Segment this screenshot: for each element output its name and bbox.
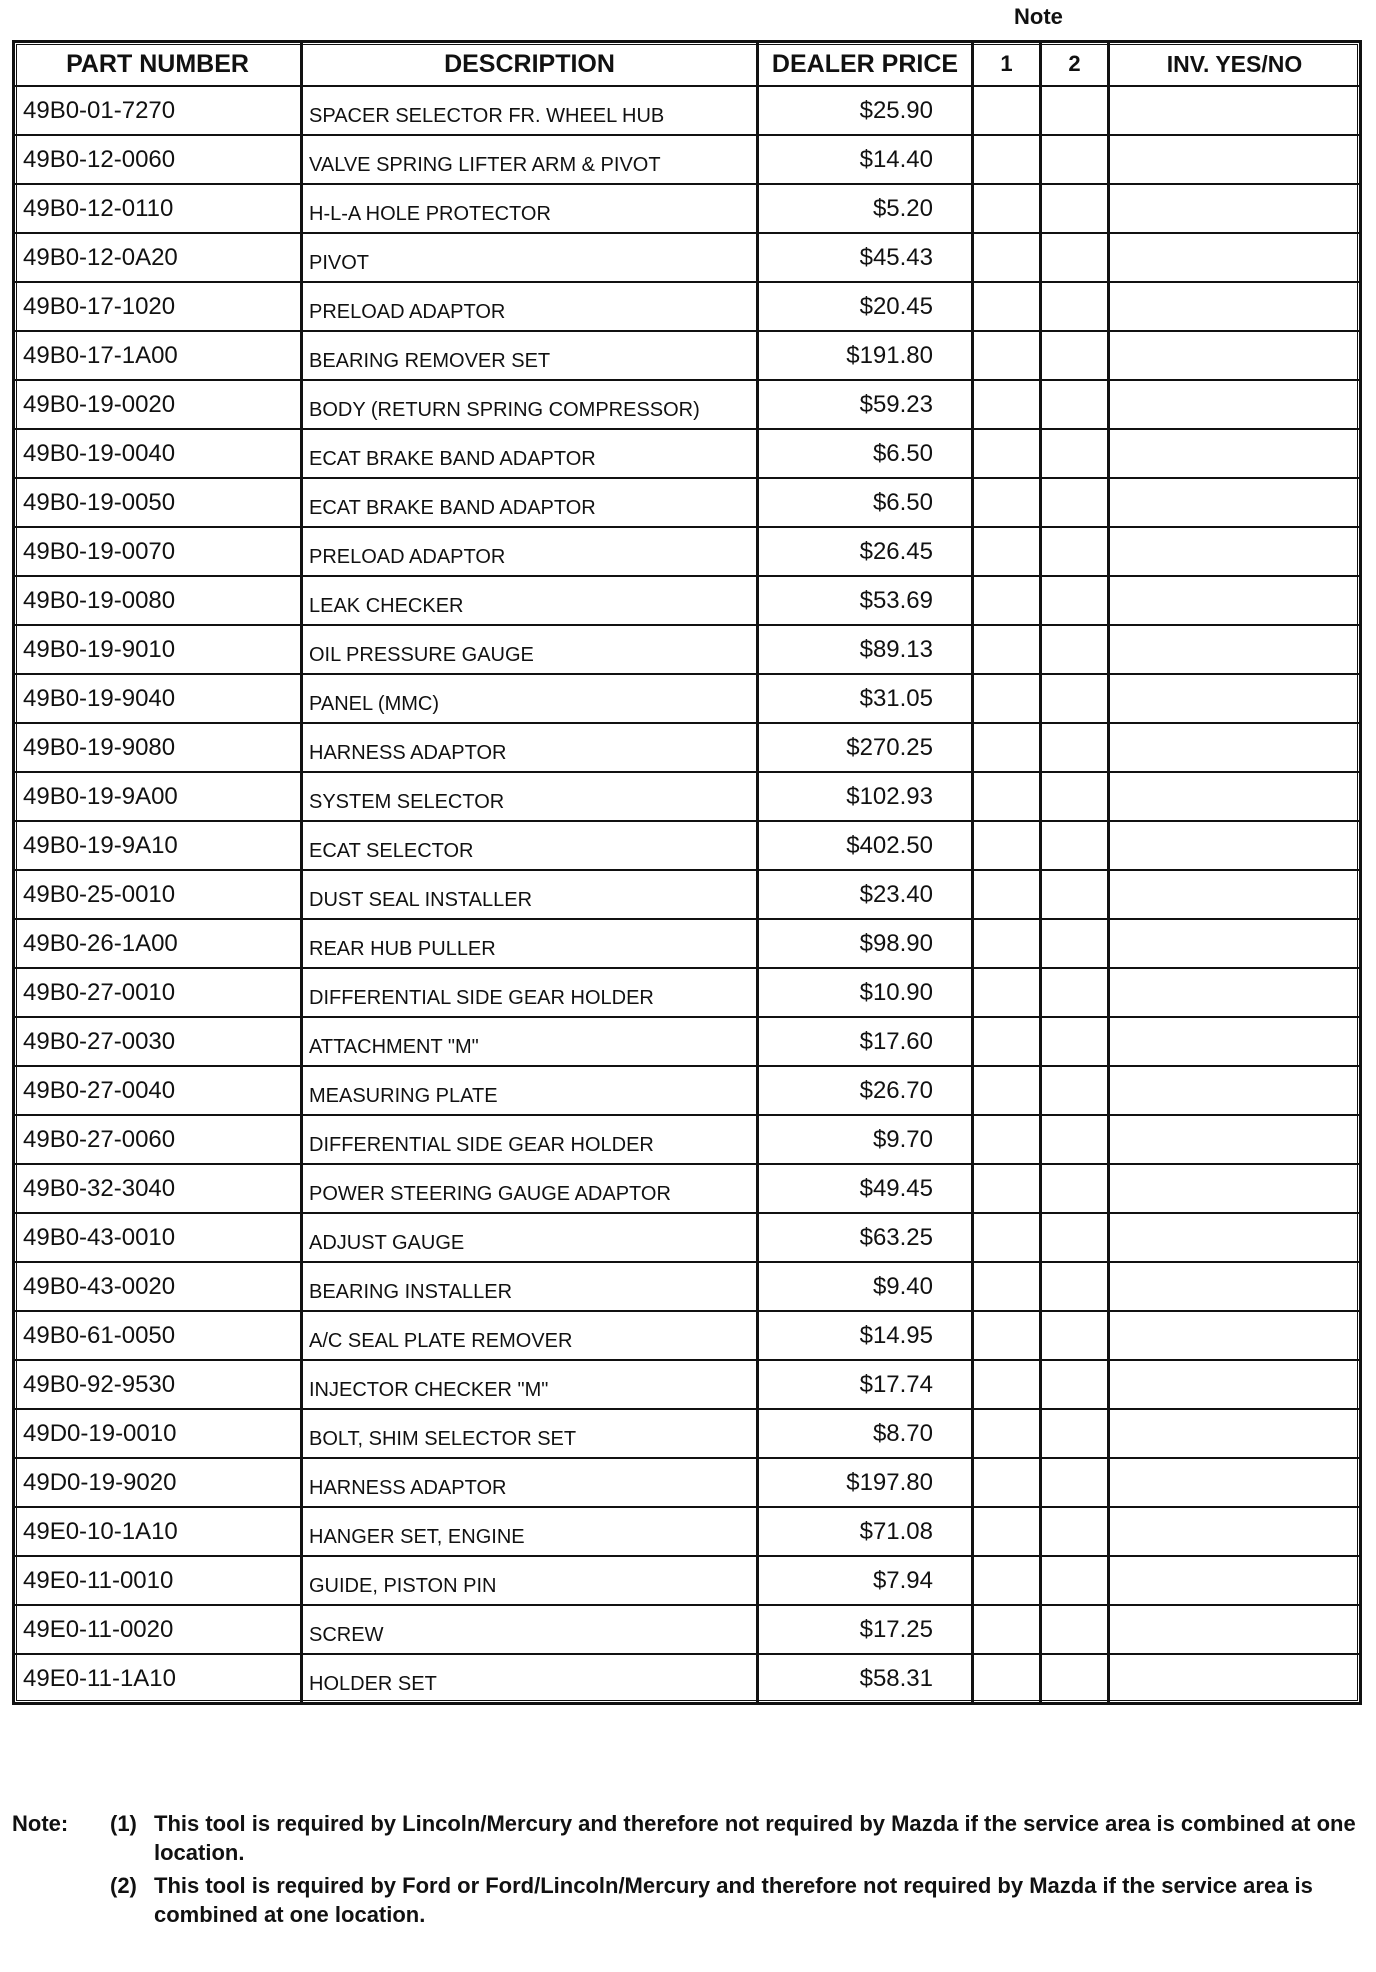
note-2-cell bbox=[1039, 528, 1107, 575]
dealer-price-cell: $58.31 bbox=[756, 1655, 971, 1702]
part-number-cell: 49B0-12-0110 bbox=[23, 194, 174, 222]
description-cell: PRELOAD ADAPTOR bbox=[300, 528, 756, 575]
note-2-cell bbox=[1039, 1165, 1107, 1212]
table-row bbox=[15, 477, 1359, 526]
description-cell: LEAK CHECKER bbox=[300, 577, 756, 624]
dealer-price-cell: $49.45 bbox=[756, 1165, 971, 1212]
footnote-1 bbox=[12, 1809, 1362, 1867]
description-cell: ECAT SELECTOR bbox=[300, 822, 756, 869]
description-cell: MEASURING PLATE bbox=[300, 1067, 756, 1114]
dealer-price-cell: $53.69 bbox=[756, 577, 971, 624]
description-cell: PANEL (MMC) bbox=[300, 675, 756, 722]
note-2-cell bbox=[1039, 1655, 1107, 1702]
dealer-price-cell: $102.93 bbox=[756, 773, 971, 820]
description-cell: HOLDER SET bbox=[300, 1655, 756, 1702]
table-row bbox=[15, 1065, 1359, 1114]
note-2-cell bbox=[1039, 381, 1107, 428]
dealer-price-cell: $5.20 bbox=[756, 185, 971, 232]
description-cell: GUIDE, PISTON PIN bbox=[300, 1557, 756, 1604]
part-number-cell: 49E0-11-0020 bbox=[23, 1615, 174, 1643]
inventory-cell bbox=[1107, 1459, 1359, 1506]
description-cell: VALVE SPRING LIFTER ARM & PIVOT bbox=[300, 136, 756, 183]
inventory-cell bbox=[1107, 381, 1359, 428]
part-number-cell: 49E0-11-1A10 bbox=[23, 1664, 176, 1692]
note-1-cell bbox=[971, 1312, 1039, 1359]
inventory-cell bbox=[1107, 822, 1359, 869]
note-2-cell bbox=[1039, 185, 1107, 232]
header-description: DESCRIPTION bbox=[300, 43, 756, 85]
footnote-label-spacer bbox=[12, 1871, 110, 1929]
part-number-cell: 49B0-12-0A20 bbox=[23, 243, 178, 271]
description-cell: DIFFERENTIAL SIDE GEAR HOLDER bbox=[300, 969, 756, 1016]
note-1-cell bbox=[971, 871, 1039, 918]
table-row bbox=[15, 1114, 1359, 1163]
footnote-number: (2) bbox=[110, 1873, 137, 1898]
dealer-price-cell: $26.45 bbox=[756, 528, 971, 575]
description-cell: A/C SEAL PLATE REMOVER bbox=[300, 1312, 756, 1359]
note-1-cell bbox=[971, 577, 1039, 624]
part-number-cell: 49B0-92-9530 bbox=[23, 1370, 176, 1398]
part-number-cell: 49D0-19-0010 bbox=[23, 1419, 177, 1447]
inventory-cell bbox=[1107, 1067, 1359, 1114]
note-2-cell bbox=[1039, 577, 1107, 624]
inventory-cell bbox=[1107, 773, 1359, 820]
part-number-cell: 49B0-19-9040 bbox=[23, 684, 176, 712]
description-cell: H-L-A HOLE PROTECTOR bbox=[300, 185, 756, 232]
note-2-cell bbox=[1039, 822, 1107, 869]
note-1-cell bbox=[971, 430, 1039, 477]
dealer-price-cell: $270.25 bbox=[756, 724, 971, 771]
note-2-cell bbox=[1039, 1263, 1107, 1310]
dealer-price-cell: $98.90 bbox=[756, 920, 971, 967]
dealer-price-cell: $197.80 bbox=[756, 1459, 971, 1506]
footnote-2 bbox=[12, 1871, 1362, 1929]
description-cell: OIL PRESSURE GAUGE bbox=[300, 626, 756, 673]
dealer-price-cell: $10.90 bbox=[756, 969, 971, 1016]
inventory-cell bbox=[1107, 577, 1359, 624]
footnote-label: Note: bbox=[12, 1811, 69, 1836]
description-cell: BEARING REMOVER SET bbox=[300, 332, 756, 379]
table-row bbox=[15, 1359, 1359, 1408]
note-2-cell bbox=[1039, 871, 1107, 918]
table-body bbox=[15, 85, 1359, 1702]
note-2-cell bbox=[1039, 1214, 1107, 1261]
dealer-price-cell: $17.25 bbox=[756, 1606, 971, 1653]
note-column-heading: Note bbox=[1014, 4, 1063, 29]
note-1-cell bbox=[971, 969, 1039, 1016]
description-cell: SYSTEM SELECTOR bbox=[300, 773, 756, 820]
dealer-price-cell: $191.80 bbox=[756, 332, 971, 379]
table-row bbox=[15, 575, 1359, 624]
inventory-cell bbox=[1107, 1361, 1359, 1408]
table-row bbox=[15, 1408, 1359, 1457]
note-1-cell bbox=[971, 626, 1039, 673]
description-cell: HANGER SET, ENGINE bbox=[300, 1508, 756, 1555]
note-1-cell bbox=[971, 1067, 1039, 1114]
description-cell: PRELOAD ADAPTOR bbox=[300, 283, 756, 330]
inventory-cell bbox=[1107, 1655, 1359, 1702]
note-2-cell bbox=[1039, 969, 1107, 1016]
table-row bbox=[15, 624, 1359, 673]
part-number-cell: 49B0-17-1A00 bbox=[23, 341, 178, 369]
note-2-cell bbox=[1039, 1508, 1107, 1555]
description-cell: ATTACHMENT "M" bbox=[300, 1018, 756, 1065]
note-2-cell bbox=[1039, 626, 1107, 673]
dealer-price-cell: $9.40 bbox=[756, 1263, 971, 1310]
description-cell: BOLT, SHIM SELECTOR SET bbox=[300, 1410, 756, 1457]
note-2-cell bbox=[1039, 234, 1107, 281]
inventory-cell bbox=[1107, 528, 1359, 575]
dealer-price-cell: $71.08 bbox=[756, 1508, 971, 1555]
table-row bbox=[15, 330, 1359, 379]
dealer-price-cell: $59.23 bbox=[756, 381, 971, 428]
part-number-cell: 49B0-27-0010 bbox=[23, 978, 176, 1006]
inventory-cell bbox=[1107, 920, 1359, 967]
part-number-cell: 49B0-43-0020 bbox=[23, 1272, 176, 1300]
inventory-cell bbox=[1107, 136, 1359, 183]
note-2-cell bbox=[1039, 1361, 1107, 1408]
description-cell: SCREW bbox=[300, 1606, 756, 1653]
inventory-cell bbox=[1107, 1410, 1359, 1457]
inventory-cell bbox=[1107, 1116, 1359, 1163]
dealer-price-cell: $6.50 bbox=[756, 479, 971, 526]
note-2-cell bbox=[1039, 430, 1107, 477]
table-row bbox=[15, 918, 1359, 967]
note-1-cell bbox=[971, 1410, 1039, 1457]
description-cell: HARNESS ADAPTOR bbox=[300, 1459, 756, 1506]
note-1-cell bbox=[971, 1165, 1039, 1212]
table-row bbox=[15, 869, 1359, 918]
table-row bbox=[15, 85, 1359, 134]
note-2-cell bbox=[1039, 283, 1107, 330]
inventory-cell bbox=[1107, 969, 1359, 1016]
dealer-price-cell: $7.94 bbox=[756, 1557, 971, 1604]
note-1-cell bbox=[971, 283, 1039, 330]
note-2-cell bbox=[1039, 1116, 1107, 1163]
inventory-cell bbox=[1107, 675, 1359, 722]
note-2-cell bbox=[1039, 773, 1107, 820]
table-row bbox=[15, 820, 1359, 869]
part-number-cell: 49B0-26-1A00 bbox=[23, 929, 178, 957]
note-1-cell bbox=[971, 1263, 1039, 1310]
note-2-cell bbox=[1039, 1557, 1107, 1604]
dealer-price-cell: $31.05 bbox=[756, 675, 971, 722]
note-1-cell bbox=[971, 1459, 1039, 1506]
part-number-cell: 49E0-10-1A10 bbox=[23, 1517, 178, 1545]
description-cell: BEARING INSTALLER bbox=[300, 1263, 756, 1310]
dealer-price-cell: $20.45 bbox=[756, 283, 971, 330]
description-cell: ECAT BRAKE BAND ADAPTOR bbox=[300, 430, 756, 477]
table-row bbox=[15, 428, 1359, 477]
table-row bbox=[15, 526, 1359, 575]
part-number-cell: 49B0-19-9080 bbox=[23, 733, 176, 761]
part-number-cell: 49B0-43-0010 bbox=[23, 1223, 176, 1251]
note-2-cell bbox=[1039, 1067, 1107, 1114]
footnote-number: (1) bbox=[110, 1811, 137, 1836]
note-2-cell bbox=[1039, 920, 1107, 967]
part-number-cell: 49B0-17-1020 bbox=[23, 292, 176, 320]
note-1-cell bbox=[971, 675, 1039, 722]
part-number-cell: 49B0-27-0060 bbox=[23, 1125, 176, 1153]
table-row bbox=[15, 1457, 1359, 1506]
note-2-cell bbox=[1039, 136, 1107, 183]
note-1-cell bbox=[971, 332, 1039, 379]
dealer-price-cell: $25.90 bbox=[756, 87, 971, 134]
table-row bbox=[15, 134, 1359, 183]
inventory-cell bbox=[1107, 1606, 1359, 1653]
note-1-cell bbox=[971, 1116, 1039, 1163]
note-2-cell bbox=[1039, 87, 1107, 134]
footnotes bbox=[12, 1809, 1362, 1929]
note-2-cell bbox=[1039, 675, 1107, 722]
dealer-price-cell: $8.70 bbox=[756, 1410, 971, 1457]
note-1-cell bbox=[971, 381, 1039, 428]
dealer-price-cell: $14.40 bbox=[756, 136, 971, 183]
header-note-1: 1 bbox=[971, 43, 1039, 85]
part-number-cell: 49B0-12-0060 bbox=[23, 145, 176, 173]
dealer-price-cell: $17.74 bbox=[756, 1361, 971, 1408]
table-row bbox=[15, 722, 1359, 771]
part-number-cell: 49D0-19-9020 bbox=[23, 1468, 177, 1496]
description-cell: REAR HUB PULLER bbox=[300, 920, 756, 967]
inventory-cell bbox=[1107, 185, 1359, 232]
dealer-price-cell: $9.70 bbox=[756, 1116, 971, 1163]
description-cell: DIFFERENTIAL SIDE GEAR HOLDER bbox=[300, 1116, 756, 1163]
note-1-cell bbox=[971, 1361, 1039, 1408]
note-2-cell bbox=[1039, 1459, 1107, 1506]
table-row bbox=[15, 1506, 1359, 1555]
dealer-price-cell: $17.60 bbox=[756, 1018, 971, 1065]
table-row bbox=[15, 967, 1359, 1016]
note-2-cell bbox=[1039, 1410, 1107, 1457]
note-1-cell bbox=[971, 920, 1039, 967]
footnote-text: This tool is required by Lincoln/Mercury and therefore not required by Mazda if the service area is combined at one location. bbox=[154, 1811, 1356, 1865]
header-dealer-price: DEALER PRICE bbox=[756, 43, 971, 85]
dealer-price-cell: $14.95 bbox=[756, 1312, 971, 1359]
inventory-cell bbox=[1107, 1557, 1359, 1604]
note-2-cell bbox=[1039, 1312, 1107, 1359]
table-row bbox=[15, 232, 1359, 281]
note-1-cell bbox=[971, 1557, 1039, 1604]
table-row bbox=[15, 1310, 1359, 1359]
table-row bbox=[15, 1555, 1359, 1604]
inventory-cell bbox=[1107, 1214, 1359, 1261]
note-1-cell bbox=[971, 185, 1039, 232]
dealer-price-cell: $26.70 bbox=[756, 1067, 971, 1114]
note-1-cell bbox=[971, 479, 1039, 526]
table-row bbox=[15, 379, 1359, 428]
description-cell: BODY (RETURN SPRING COMPRESSOR) bbox=[300, 381, 756, 428]
part-number-cell: 49B0-27-0030 bbox=[23, 1027, 176, 1055]
description-cell: ADJUST GAUGE bbox=[300, 1214, 756, 1261]
note-1-cell bbox=[971, 1214, 1039, 1261]
table-row bbox=[15, 1261, 1359, 1310]
dealer-price-cell: $89.13 bbox=[756, 626, 971, 673]
table-row bbox=[15, 1212, 1359, 1261]
part-number-cell: 49B0-19-9A10 bbox=[23, 831, 178, 859]
part-number-cell: 49E0-11-0010 bbox=[23, 1566, 174, 1594]
table-row bbox=[15, 673, 1359, 722]
table-header-row bbox=[15, 43, 1359, 85]
dealer-price-cell: $63.25 bbox=[756, 1214, 971, 1261]
note-2-cell bbox=[1039, 479, 1107, 526]
footnote-text: This tool is required by Ford or Ford/Lincoln/Mercury and therefore not required by Mazda if the service area is combined at one location. bbox=[154, 1873, 1313, 1927]
inventory-cell bbox=[1107, 1312, 1359, 1359]
part-number-cell: 49B0-19-0050 bbox=[23, 488, 176, 516]
inventory-cell bbox=[1107, 1018, 1359, 1065]
description-cell: PIVOT bbox=[300, 234, 756, 281]
dealer-price-cell: $6.50 bbox=[756, 430, 971, 477]
description-cell: POWER STEERING GAUGE ADAPTOR bbox=[300, 1165, 756, 1212]
note-1-cell bbox=[971, 87, 1039, 134]
table-row bbox=[15, 1163, 1359, 1212]
table-row bbox=[15, 281, 1359, 330]
inventory-cell bbox=[1107, 87, 1359, 134]
inventory-cell bbox=[1107, 479, 1359, 526]
table-row bbox=[15, 771, 1359, 820]
note-1-cell bbox=[971, 773, 1039, 820]
description-cell: INJECTOR CHECKER "M" bbox=[300, 1361, 756, 1408]
inventory-cell bbox=[1107, 1263, 1359, 1310]
table-row bbox=[15, 1653, 1359, 1702]
note-1-cell bbox=[971, 1508, 1039, 1555]
header-part-number: PART NUMBER bbox=[66, 49, 249, 78]
note-1-cell bbox=[971, 1606, 1039, 1653]
dealer-price-cell: $402.50 bbox=[756, 822, 971, 869]
dealer-price-cell: $23.40 bbox=[756, 871, 971, 918]
inventory-cell bbox=[1107, 283, 1359, 330]
inventory-cell bbox=[1107, 1508, 1359, 1555]
part-number-cell: 49B0-27-0040 bbox=[23, 1076, 176, 1104]
table-row bbox=[15, 183, 1359, 232]
note-1-cell bbox=[971, 1018, 1039, 1065]
part-number-cell: 49B0-32-3040 bbox=[23, 1174, 176, 1202]
description-cell: ECAT BRAKE BAND ADAPTOR bbox=[300, 479, 756, 526]
table-row bbox=[15, 1016, 1359, 1065]
part-number-cell: 49B0-19-0020 bbox=[23, 390, 176, 418]
part-number-cell: 49B0-01-7270 bbox=[23, 96, 176, 124]
note-2-cell bbox=[1039, 1606, 1107, 1653]
note-2-cell bbox=[1039, 332, 1107, 379]
description-cell: HARNESS ADAPTOR bbox=[300, 724, 756, 771]
note-2-cell bbox=[1039, 724, 1107, 771]
inventory-cell bbox=[1107, 871, 1359, 918]
note-1-cell bbox=[971, 528, 1039, 575]
dealer-price-cell: $45.43 bbox=[756, 234, 971, 281]
part-number-cell: 49B0-19-9A00 bbox=[23, 782, 178, 810]
parts-price-table bbox=[12, 40, 1362, 1705]
note-1-cell bbox=[971, 1655, 1039, 1702]
header-inventory: INV. YES/NO bbox=[1107, 43, 1359, 85]
header-note-2: 2 bbox=[1039, 43, 1107, 85]
inventory-cell bbox=[1107, 626, 1359, 673]
table-row bbox=[15, 1604, 1359, 1653]
part-number-cell: 49B0-61-0050 bbox=[23, 1321, 176, 1349]
inventory-cell bbox=[1107, 430, 1359, 477]
inventory-cell bbox=[1107, 332, 1359, 379]
note-1-cell bbox=[971, 136, 1039, 183]
description-cell: DUST SEAL INSTALLER bbox=[300, 871, 756, 918]
part-number-cell: 49B0-19-0080 bbox=[23, 586, 176, 614]
note-1-cell bbox=[971, 234, 1039, 281]
inventory-cell bbox=[1107, 234, 1359, 281]
part-number-cell: 49B0-19-0040 bbox=[23, 439, 176, 467]
note-1-cell bbox=[971, 724, 1039, 771]
note-2-cell bbox=[1039, 1018, 1107, 1065]
part-number-cell: 49B0-19-0070 bbox=[23, 537, 176, 565]
part-number-cell: 49B0-19-9010 bbox=[23, 635, 176, 663]
note-1-cell bbox=[971, 822, 1039, 869]
inventory-cell bbox=[1107, 724, 1359, 771]
description-cell: SPACER SELECTOR FR. WHEEL HUB bbox=[300, 87, 756, 134]
inventory-cell bbox=[1107, 1165, 1359, 1212]
part-number-cell: 49B0-25-0010 bbox=[23, 880, 176, 908]
